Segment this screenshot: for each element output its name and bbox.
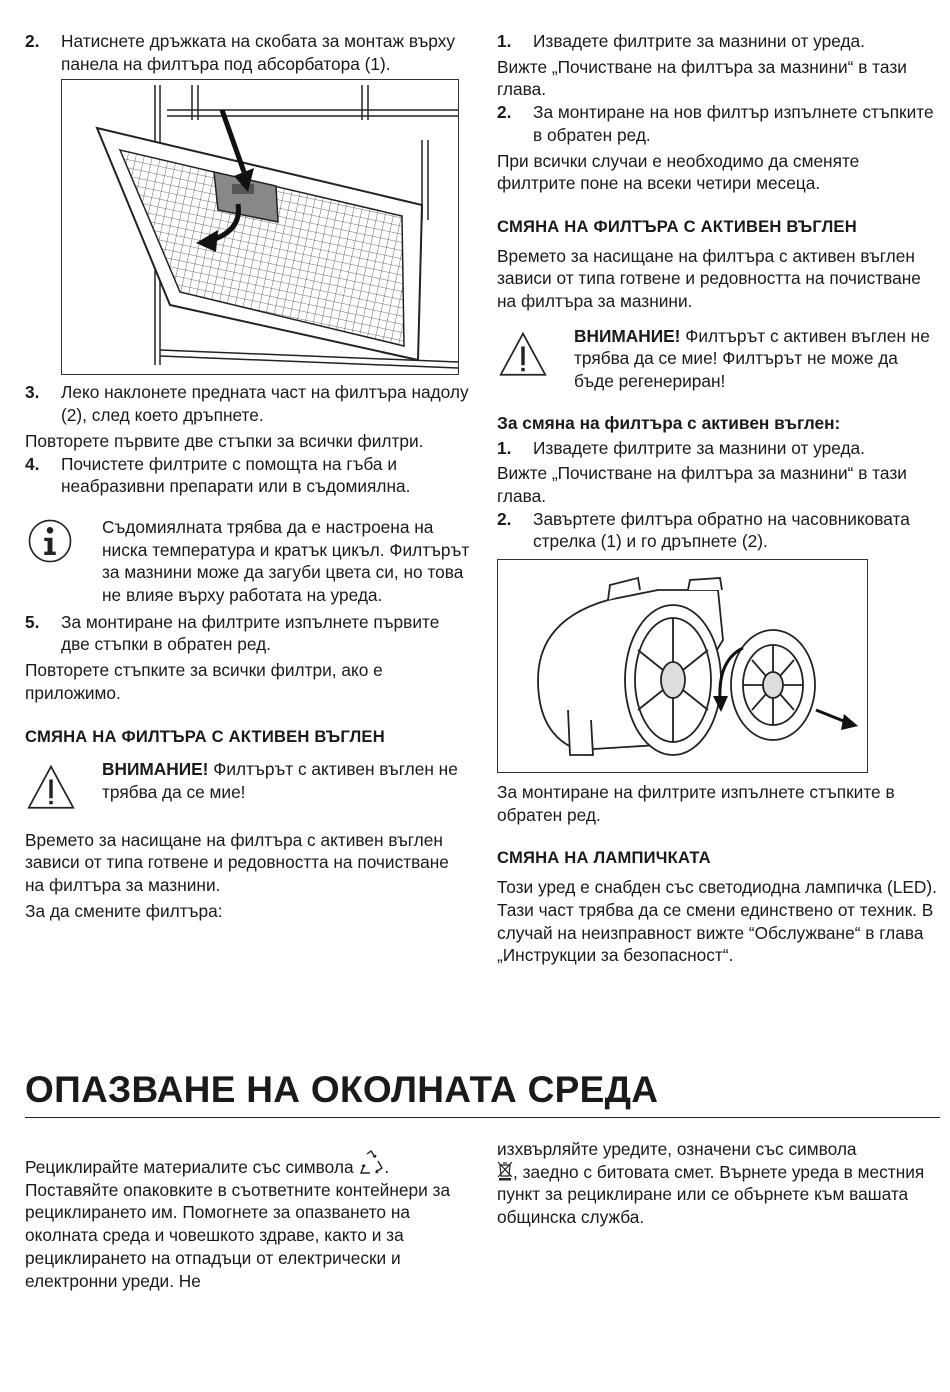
carbon-filter-drawing xyxy=(498,560,867,772)
environment-right-text xyxy=(497,1138,942,1229)
warning-note xyxy=(497,325,942,393)
repeat-paragraph-2: Повторете стъпките за всички филтри, ако е приложимо. xyxy=(25,660,383,703)
see-cleaning-paragraph-2: Вижте „Почистване на филтъра за мазнини“ в тази глава. xyxy=(497,463,907,506)
info-note xyxy=(25,516,470,607)
step-number: 1. xyxy=(497,437,512,458)
step-text: За монтиране на нов филтър изпълнете стъпките в обратен ред. xyxy=(533,102,934,145)
section-heading-carbon: СМЯНА НА ФИЛТЪРА С АКТИВЕН ВЪГЛЕН xyxy=(25,726,385,746)
step-number: 4. xyxy=(25,453,40,474)
carbon-filter-illustration xyxy=(497,559,868,773)
environment-text-part2: . Поставяйте опаковките в съответните контейнери за рециклирането им. Помогнете за опазването на околната среда и човешкото здраве, както и за рециклирането на отпадъци от електрически и електронни уреди. Не xyxy=(25,1157,451,1291)
lamp-paragraph: Този уред е снабден със светодиодна лампичка (LED). Тази част трябва да се смени единствено от техник. В случай на неизправност вижте “Обслужване“ в глава „Инструкции за безопасност“. xyxy=(497,877,937,966)
step-text: Леко наклонете предната част на филтъра надолу (2), след което дръпнете. xyxy=(61,382,469,426)
step-2 xyxy=(497,101,942,146)
environment-paragraph-right xyxy=(497,1138,942,1229)
grease-filter-illustration xyxy=(61,79,459,375)
warning-triangle-icon xyxy=(497,331,549,379)
step-number: 2. xyxy=(25,31,40,51)
recycle-icon xyxy=(358,1150,384,1176)
warning-label: ВНИМАНИЕ! xyxy=(574,325,681,346)
warning-text xyxy=(574,325,942,393)
see-cleaning-paragraph: Вижте „Почистване на филтъра за мазнини“ в тази глава. xyxy=(497,56,907,100)
left-column xyxy=(25,30,470,922)
step-1b xyxy=(497,437,942,460)
saturation-paragraph: Времето за насищане на филтъра с активен въглен зависи от типа готвене и редовността на почистване на филтъра за мазнини. xyxy=(497,245,921,312)
step-text: За монтиране на филтрите изпълнете първите две стъпки в обратен ред. xyxy=(61,611,440,655)
section-heading-carbon: СМЯНА НА ФИЛТЪРА С АКТИВЕН ВЪГЛЕН xyxy=(497,216,857,236)
warning-text xyxy=(102,758,470,803)
step-number: 2. xyxy=(497,102,512,123)
step-number: 1. xyxy=(497,31,512,51)
step-text: Извадете филтрите за мазнини от уреда. xyxy=(533,437,865,458)
info-note-text: Съдомиялната трябва да е настроена на ниска температура и кратък цикъл. Филтърът за мазнини може да загуби цвета си, но това не влияе върху работата на уреда. xyxy=(102,516,470,606)
mount-paragraph: За монтиране на филтрите изпълнете стъпките в обратен ред. xyxy=(497,782,895,825)
right-column xyxy=(497,30,942,967)
step-4 xyxy=(25,453,470,498)
environment-heading: ОПАЗВАНЕ НА ОКОЛНАТА СРЕДА xyxy=(25,1066,940,1118)
environment-text-part1: Рециклирайте материалите със символа xyxy=(25,1157,359,1177)
warning-triangle-icon xyxy=(25,764,77,812)
to-change-paragraph: За да смените филтъра: xyxy=(25,900,223,921)
environment-paragraph-left xyxy=(25,1150,470,1292)
step-3 xyxy=(25,381,470,426)
step-2 xyxy=(25,30,470,75)
environment-text-part3: изхвърляйте уредите, означени със символа xyxy=(497,1139,857,1159)
section-heading-lamp: СМЯНА НА ЛАМПИЧКАТА xyxy=(497,848,711,868)
saturation-paragraph: Времето за насищане на филтъра с активен въглен зависи от типа готвене и редовността на почистване на филтъра за мазнини. xyxy=(25,829,449,896)
warning-note xyxy=(25,758,470,803)
step-5 xyxy=(25,611,470,656)
all-cases-paragraph: При всички случаи е необходимо да сменяте филтрите поне на всеки четири месеца. xyxy=(497,150,860,194)
info-icon xyxy=(27,518,73,564)
subheading-carbon-change: За смяна на филтъра с активен въглен: xyxy=(497,412,841,433)
step-number: 3. xyxy=(25,382,40,403)
environment-left-text xyxy=(25,1150,470,1292)
step-text: Почистете филтрите с помощта на гъба и неабразивни препарати или в съдомиялна. xyxy=(61,453,411,497)
step-text: Завъртете филтъра обратно на часовниковата стрелка (1) и го дръпнете (2). xyxy=(533,508,910,552)
step-text: Натиснете дръжката на скобата за монтаж върху панела на филтъра под абсорбатора (1). xyxy=(61,31,455,74)
step-2b xyxy=(497,508,942,553)
grease-filter-drawing xyxy=(62,80,458,374)
step-number: 2. xyxy=(497,508,512,529)
step-number: 5. xyxy=(25,611,40,632)
warning-body: Филтърът с активен въглен не трябва да се мие! xyxy=(102,759,458,802)
step-text: Извадете филтрите за мазнини от уреда. xyxy=(533,31,865,51)
environment-text-part4: , заедно с битовата смет. Върнете уреда в местния пункт за рециклиране или се обърнете към вашата общинска служба. xyxy=(497,1161,925,1228)
step-1 xyxy=(497,30,942,53)
repeat-paragraph: Повторете първите две стъпки за всички филтри. xyxy=(25,430,424,451)
crossed-bin-icon xyxy=(497,1161,513,1181)
warning-body: Филтърът с активен въглен не трябва да се мие! Филтърът не може да бъде регенериран! xyxy=(574,325,930,392)
warning-label: ВНИМАНИЕ! xyxy=(102,759,209,780)
